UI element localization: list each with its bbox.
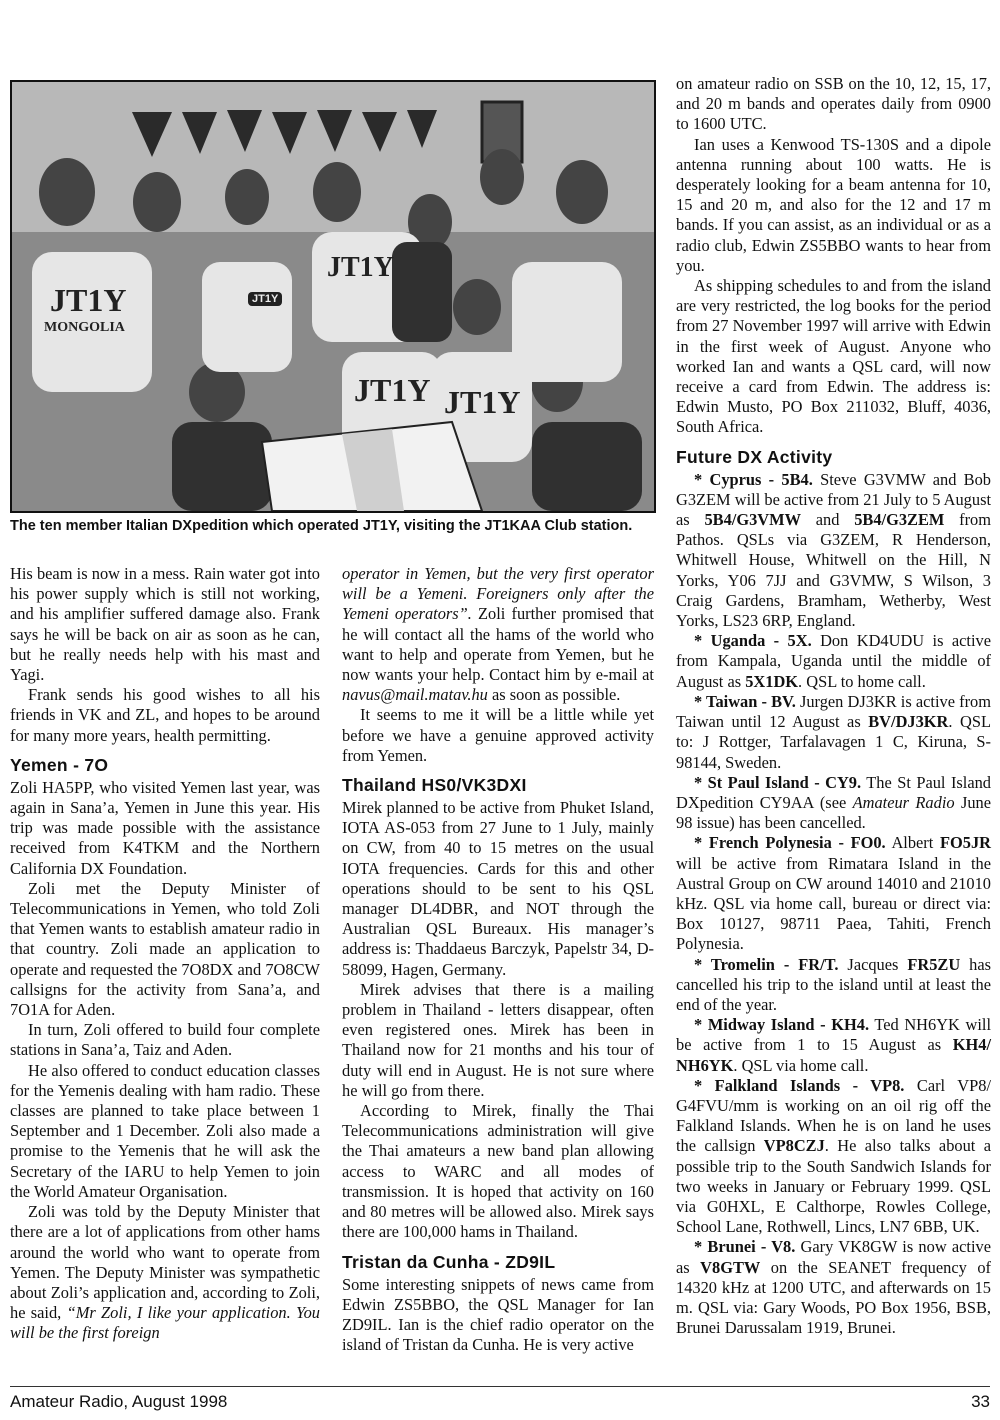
paragraph: His beam is now in a mess. Rain water got into his power supply which is still not working, and his amplifier suffered damage also. Frank says he will be back on air as soon as he can, but he really needs help with his mast and Yagi. (10, 564, 320, 685)
column-3 (676, 74, 991, 1338)
dx-entry-taiwan (676, 692, 991, 773)
callsign: KH4/ NH6YK (676, 1035, 991, 1075)
entry-title: * French Polynesia - FO0. (694, 833, 886, 853)
dx-entry-tromelin (676, 955, 991, 1016)
callsign: V8GTW (700, 1257, 761, 1277)
shirt-label-1: JT1Y (50, 282, 127, 318)
group-photo (10, 80, 656, 513)
text-span: . He also talks about a possible trip to the South Sandwich Islands for two weeks in January or February 1999. QSL via G0HXL, E Calthorpe, Rowles College, School Lane, Rothwell, Lincs, LN7 6BB, UK. (676, 1136, 991, 1237)
callsign: 5X1DK (745, 671, 799, 691)
text-span: Steve G3VMW and Bob G3ZEM will be active from 21 July to 5 August as (676, 469, 991, 530)
paragraph: Zoli met the Deputy Minister of Telecommunications in Yemen, who told Zoli that Yemen wants to establish amateur radio in that country. Zoli made an application to operate and requested the 7O8DX and 7O8CW callsigns for the activity from Sana’a, and 7O1A for Aden. (10, 878, 320, 1020)
text-span: from Pathos. QSLs via G3ZEM, R Henderson, Whitwell House, Whitwell on the Hill, N Yorks, Y06 7JJ and G3VMW, S Wilson, 3 Craig Gardens, Bramham, Wetherby, West Yorks, LS23 6RP, England. (676, 510, 991, 631)
paragraph: He also offered to conduct education classes for the Yemenis dealing with ham radio. These classes are planned to take place between 1 September and 1 December. Zoli also made a promise to the Yemenis that he will ask the Secretary of the IARU to help Yemen to join the World Amateur Organisation. (10, 1060, 320, 1201)
callsign: FR5ZU (907, 954, 961, 974)
callsign: BV/DJ3KR (868, 712, 949, 732)
section-heading-thailand: Thailand HS0/VK3DXI (342, 775, 527, 796)
footer-publication: Amateur Radio, August 1998 (10, 1392, 228, 1411)
column-1 (10, 564, 320, 1344)
paragraph: According to Mirek, finally the Thai Telecommunications administration will give the Thai amateurs a new band plan allowing access to WARC and all modes of transmission. It is hoped that activity on 160 and 80 metres will be allowed also. Mirek says there are 100,000 hams in Thailand. (342, 1101, 654, 1242)
dx-entry-uganda (676, 631, 991, 692)
entry-title: * Uganda - 5X. (694, 631, 812, 651)
paragraph (342, 564, 654, 705)
paragraph: Frank sends his good wishes to all his friends in VK and ZL, and hopes to be around for many more years, health permitting. (10, 685, 320, 745)
text-span: . QSL to: J Rottger, Tarfalavagen 1 C, Kiruna, S-98144, Sweden. (676, 712, 991, 772)
callsign: 5B4/G3ZEM (854, 510, 945, 530)
shirt-label-3: JT1Y (354, 372, 431, 408)
entry-title: * Taiwan - BV. (694, 691, 796, 711)
callsign: VP8CZJ (763, 1136, 825, 1156)
text-span: will be active from Rimatara Island in the Austral Group on CW around 14010 and 21010 kHz. QSL via home call, bureau or direct via: Box 10127, 98711 Paea, Tahiti, French Polynesia. (676, 853, 991, 954)
paragraph (10, 1202, 320, 1343)
quote-text: “Mr Zoli, I like your application. You will be the first foreign (10, 1303, 321, 1343)
text-span: . QSL to home call. (798, 671, 926, 691)
callsign: 5B4/G3VMW (704, 510, 801, 530)
entry-title: * Midway Island - KH4. (694, 1015, 870, 1035)
section-heading-tristan: Tristan da Cunha - ZD9IL (342, 1251, 556, 1272)
dx-entry-midway (676, 1015, 991, 1076)
text-span: Zoli was told by the Deputy Minister that there are a lot of applications from other hams around the world who want to operate from Yemen. The Deputy Minister was sympathetic about Zoli’s application and, according to Zoli, he said, (10, 1202, 320, 1323)
text-span: has cancelled his trip to the island until at least the end of the year. (676, 954, 992, 1014)
callsign: FO5JR (940, 833, 991, 853)
column-2 (342, 564, 654, 1355)
paragraph: on amateur radio on SSB on the 10, 12, 15, 17, and 20 m bands and operates daily from 0900 to 1600 UTC. (676, 74, 991, 134)
photo-caption: The ten member Italian DXpedition which operated JT1Y, visiting the JT1KAA Club station. (10, 518, 633, 534)
page-number: 33 (971, 1392, 990, 1411)
dx-entry-falklands (676, 1076, 991, 1238)
paragraph: As shipping schedules to and from the island are very restricted, the log books for the period from 27 November 1997 will arrive with Edwin in the first week of August. Anyone who worked Ian and wants a QSL card, will now receive a card from Edwin. The address is: Edwin Musto, PO Box 211032, Bluff, 4036, South Africa. (676, 276, 991, 437)
text-span: Gary VK8GW is now active as (676, 1237, 991, 1277)
shirt-sublabel-1: MONGOLIA (44, 320, 125, 335)
paragraph: It seems to me it will be a little while yet before we have a genuine approved activity from Yemen. (342, 705, 654, 765)
text-span: The St Paul Island DXpedition CY9AA (see (676, 772, 991, 812)
text-span: Jurgen DJ3KR is active from Taiwan until 12 August as (676, 691, 991, 732)
section-heading-future-dx: Future DX Activity (676, 446, 833, 467)
text-span: as soon as possible. (487, 685, 621, 705)
paragraph: In turn, Zoli offered to build four complete stations in Sana’a, Taiz and Aden. (10, 1020, 320, 1060)
entry-title: * Cyprus - 5B4. (694, 469, 813, 489)
text-span: Jacques (838, 954, 908, 974)
entry-title: * Tromelin - FR/T. (694, 954, 839, 974)
shirt-label-4: JT1Y (444, 384, 521, 420)
text-span: . QSL via home call. (733, 1055, 869, 1075)
section-heading-yemen: Yemen - 7O (10, 754, 109, 775)
text-span: on the SEANET frequency of 14320 kHz at 1200 UTC, and afterwards on 15 m. QSL via: Gary Woods, PO Box 1956, BSB, Brunei Darussalam 1919, Brunei. (676, 1257, 991, 1338)
entry-title: * Falkland Islands - VP8. (694, 1075, 905, 1095)
text-span: Carl VP8/ G4FVU/mm is working on an oil rig off the Falkland Islands. When he is on land he uses the callsign (676, 1075, 991, 1156)
paragraph: Mirek planned to be active from Phuket Island, IOTA AS-053 from 27 June to 1 July, mainly on CW, from 40 to 15 metres on the usual IOTA frequencies. Cards for this and other operations should to be sent to his QSL manager DL4DBR, and NOT through the Australian QSL Bureaux. His manager’s address is: Thaddaeus Barczyk, Papelstr 34, D-58099, Hagen, Germany. (342, 798, 654, 979)
entry-title: * Brunei - V8. (694, 1237, 796, 1257)
text-span: Don KD4UDU is active from Kampala, Uganda until the middle of August as (676, 631, 992, 691)
dx-entry-french-polynesia (676, 833, 991, 954)
text-span: Ted NH6YK will be active from 1 to 15 August as (676, 1015, 991, 1055)
quote-text: operator in Yemen, but the very first operator will be a Yemeni. Foreigners only after the Yemeni operators”. (342, 564, 654, 624)
publication-name: Amateur Radio (852, 792, 955, 812)
text-span: and (800, 510, 855, 530)
paragraph: Ian uses a Kenwood TS-130S and a dipole antenna running about 100 watts. He is desperately looking for a beam antenna for 10, 15 and 20 m, and also for the 12 and 17 m bands. If you can assist, as an individual or as a radio club, Edwin ZS5BBO wants to hear from you. (676, 134, 991, 275)
text-span: Albert (885, 833, 940, 853)
text-span: June 98 issue) has been cancelled. (676, 792, 991, 833)
footer-rule (10, 1386, 990, 1387)
cap-label: JT1Y (248, 292, 282, 306)
paragraph: Zoli HA5PP, who visited Yemen last year, was again in Sana’a, Yemen in June this year. His trip was made possible with the assistance received from K4TKM and the Northern California DX Foundation. (10, 777, 320, 878)
shirt-label-2: JT1Y (327, 252, 394, 283)
email-address: navus@mail.matav.hu (342, 685, 488, 705)
entry-title: * St Paul Island - CY9. (694, 772, 862, 792)
dx-entry-cyprus (676, 470, 991, 632)
dx-entry-brunei (676, 1237, 991, 1338)
text-span: Zoli further promised that he will contact all the hams of the world who want to help and operate from Yemen, but he now wants your help. Contact him by e-mail at (342, 604, 654, 685)
paragraph: Some interesting snippets of news came from Edwin ZS5BBO, the QSL Manager for Ian ZD9IL. Ian is the chief radio operator on the island of Tristan da Cunha. He is very active (342, 1274, 654, 1355)
paragraph: Mirek advises that there is a mailing problem in Thailand - letters disappear, often even registered ones. Mirek has been in Thailand now for 21 months and his tour of duty will end in August. He is not sure where he will go from there. (342, 979, 654, 1100)
dx-entry-st-paul (676, 773, 991, 834)
